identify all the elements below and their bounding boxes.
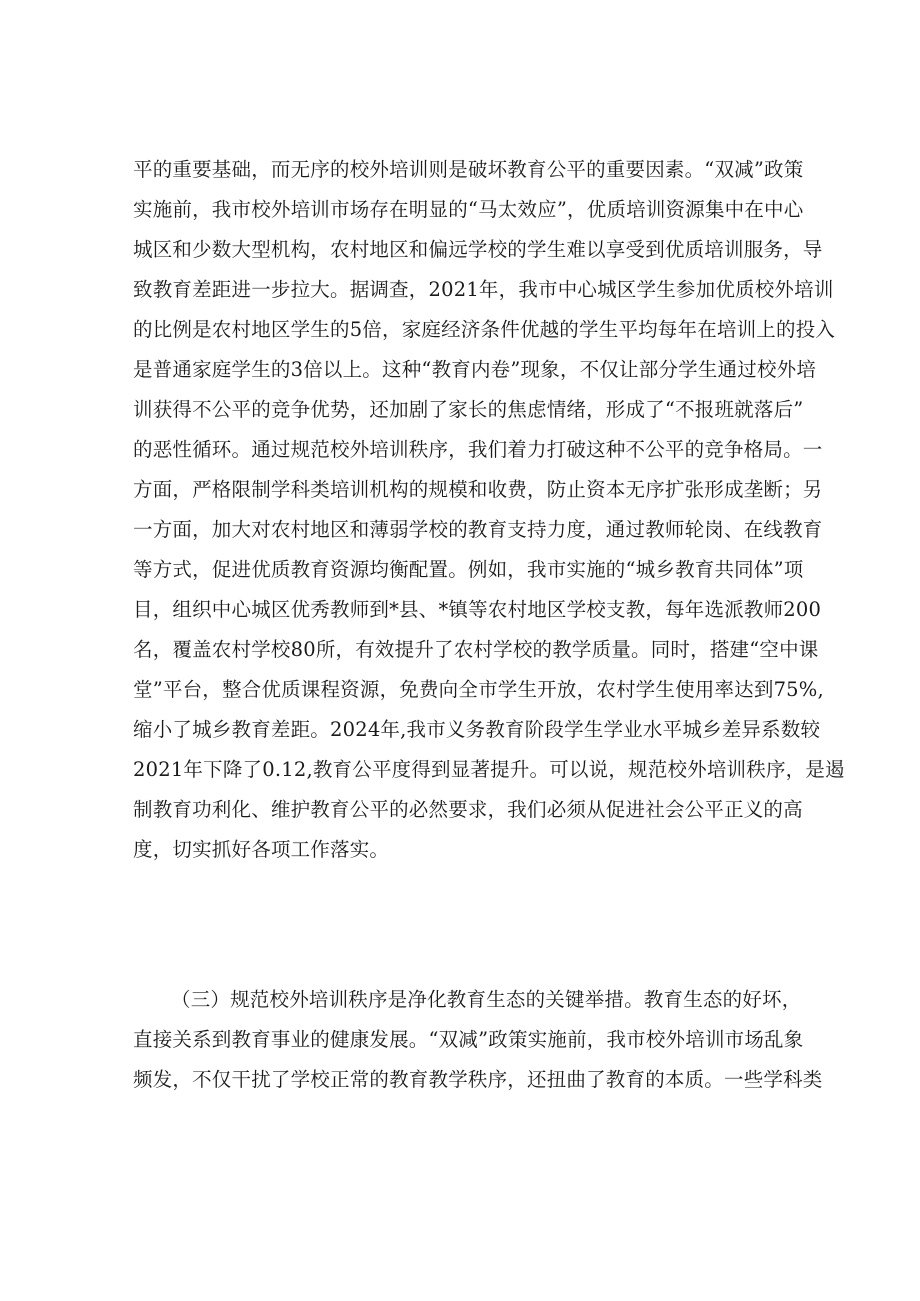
paragraph-line: 城区和少数大型机构，农村地区和偏远学校的学生难以享受到优质培训服务，导	[133, 238, 823, 261]
paragraph-line: 堂”平台，整合优质课程资源，免费向全市学生开放，农村学生使用率达到75%,	[133, 678, 824, 701]
paragraph-line: 是普通家庭学生的3倍以上。这种“教育内卷”现象，不仅让部分学生通过校外培	[133, 358, 817, 381]
paragraph-line: 2021年下降了0.12,教育公平度得到显著提升。可以说，规范校外培训秩序，是遏	[133, 758, 845, 781]
paragraph-line: 等方式，促进优质教育资源均衡配置。例如，我市实施的“城乡教育共同体”项	[133, 558, 804, 581]
paragraph-line: 制教育功利化、维护教育公平的必然要求，我们必须从促进社会公平正义的高	[133, 798, 803, 821]
paragraph-line: 频发，不仅干扰了学校正常的教育教学秩序，还扭曲了教育的本质。一些学科类	[133, 1068, 823, 1091]
paragraph-line: 目，组织中心城区优秀教师到*县、*镇等农村地区学校支教，每年选派教师200	[133, 598, 822, 621]
paragraph-line: （三）规范校外培训秩序是净化教育生态的关键举措。教育生态的好坏，	[171, 988, 802, 1011]
paragraph-line: 的比例是农村地区学生的5倍，家庭经济条件优越的学生平均每年在培训上的投入	[133, 318, 836, 341]
paragraph-line: 的恶性循环。通过规范校外培训秩序，我们着力打破这种不公平的竞争格局。一	[133, 438, 823, 461]
paragraph-line: 缩小了城乡教育差距。2024年,我市义务教育阶段学生学业水平城乡差异系数较	[133, 718, 821, 741]
paragraph-line: 致教育差距进一步拉大。据调查，2021年，我市中心城区学生参加优质校外培训	[133, 278, 834, 301]
body-paragraph-2	[133, 980, 823, 1100]
paragraph-line: 方面，严格限制学科类培训机构的规模和收费，防止资本无序扩张形成垄断；另	[133, 478, 823, 501]
paragraph-line: 名，覆盖农村学校80所，有效提升了农村学校的教学质量。同时，搭建“空中课	[133, 638, 819, 661]
body-paragraph-1	[133, 150, 845, 870]
paragraph-line: 训获得不公平的竞争优势，还加剧了家长的焦虑情绪，形成了“不报班就落后”	[133, 398, 804, 421]
paragraph-line: 直接关系到教育事业的健康发展。“双减”政策实施前，我市校外培训市场乱象	[133, 1028, 804, 1051]
paragraph-line: 度，切实抓好各项工作落实。	[133, 838, 390, 861]
paragraph-line: 平的重要基础，而无序的校外培训则是破坏教育公平的重要因素。“双减”政策	[133, 158, 804, 181]
paragraph-line: 一方面，加大对农村地区和薄弱学校的教育支持力度，通过教师轮岗、在线教育	[133, 518, 823, 541]
paragraph-line: 实施前，我市校外培训市场存在明显的“马太效应”，优质培训资源集中在中心	[133, 198, 804, 221]
